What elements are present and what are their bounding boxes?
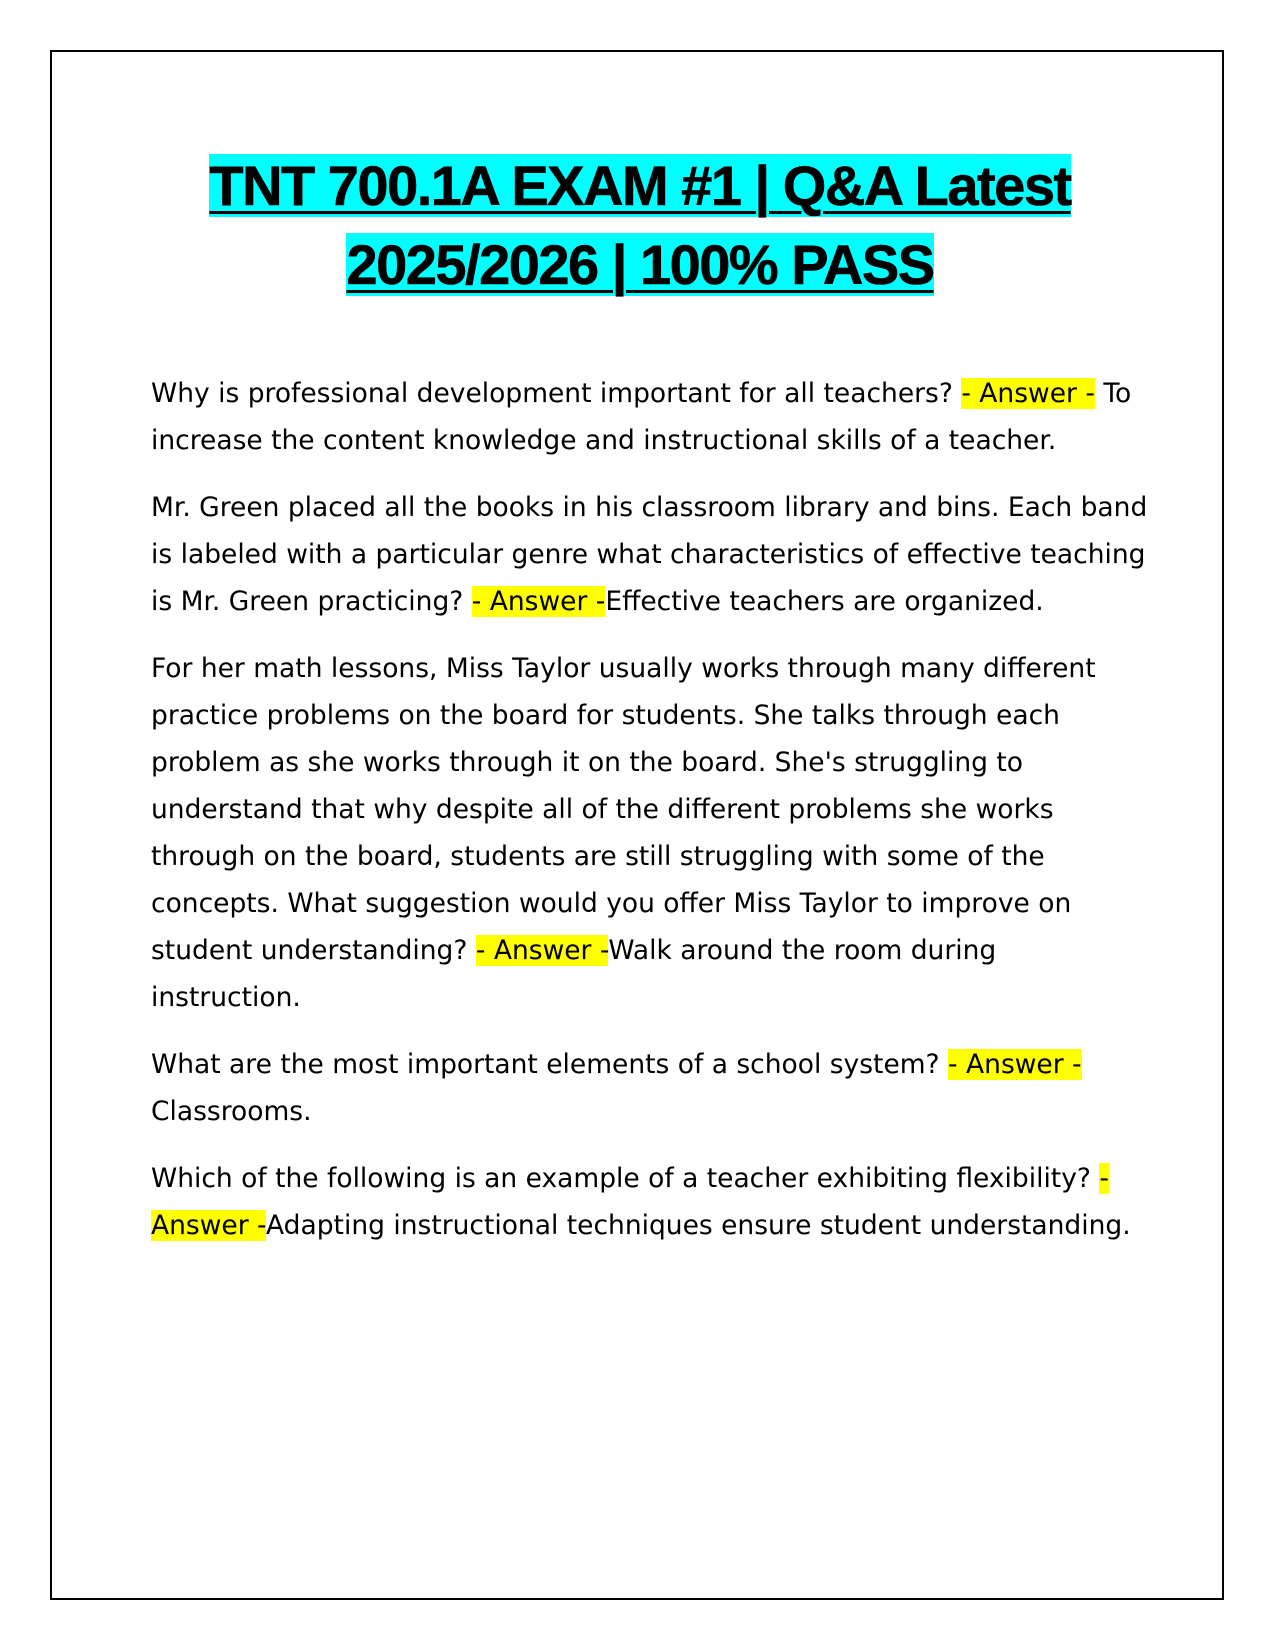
- answer-marker: - Answer -: [475, 935, 609, 966]
- qa-item: [151, 645, 1151, 1021]
- answer-marker: - Answer -: [948, 1049, 1082, 1080]
- document-title: [120, 146, 1160, 304]
- qa-item: [151, 1155, 1151, 1249]
- question-text: For her math lessons, Miss Taylor usually works through many different practice problems on the board for students. She talks through each problem as she works through it on the board. She's struggling to understand that why despite all of the different problems she works through on the board, students are still struggling with some of the concepts. What suggestion would you offer Miss Taylor to improve on student understanding?: [151, 653, 1096, 966]
- question-text: Mr. Green placed all the books in his classroom library and bins. Each band is labeled with a particular genre what characteristics of effective teaching is Mr. Green practicing?: [151, 492, 1148, 617]
- qa-item: [151, 370, 1151, 464]
- answer-marker: - Answer -: [471, 586, 606, 617]
- question-text: Why is professional development important for all teachers?: [151, 378, 962, 409]
- answer-text: Adapting instructional techniques ensure student understanding.: [266, 1210, 1131, 1241]
- qa-list: [151, 370, 1151, 1269]
- answer-text: Classrooms.: [151, 1096, 312, 1127]
- question-text: Which of the following is an example of a teacher exhibiting flexibility?: [151, 1163, 1100, 1194]
- answer-text: Walk around the room during instruction.: [151, 935, 997, 1013]
- title-line-1: TNT 700.1A EXAM #1 | Q&A Latest: [209, 154, 1071, 217]
- answer-text: Effective teachers are organized.: [605, 586, 1044, 617]
- question-text: What are the most important elements of a school system?: [151, 1049, 949, 1080]
- answer-marker: - Answer -: [151, 1163, 1109, 1241]
- title-line-2: 2025/2026 | 100% PASS: [346, 233, 934, 296]
- qa-item: [151, 484, 1151, 625]
- answer-text: To increase the content knowledge and instructional skills of a teacher.: [151, 378, 1132, 456]
- qa-item: [151, 1041, 1151, 1135]
- answer-marker: - Answer -: [961, 378, 1095, 409]
